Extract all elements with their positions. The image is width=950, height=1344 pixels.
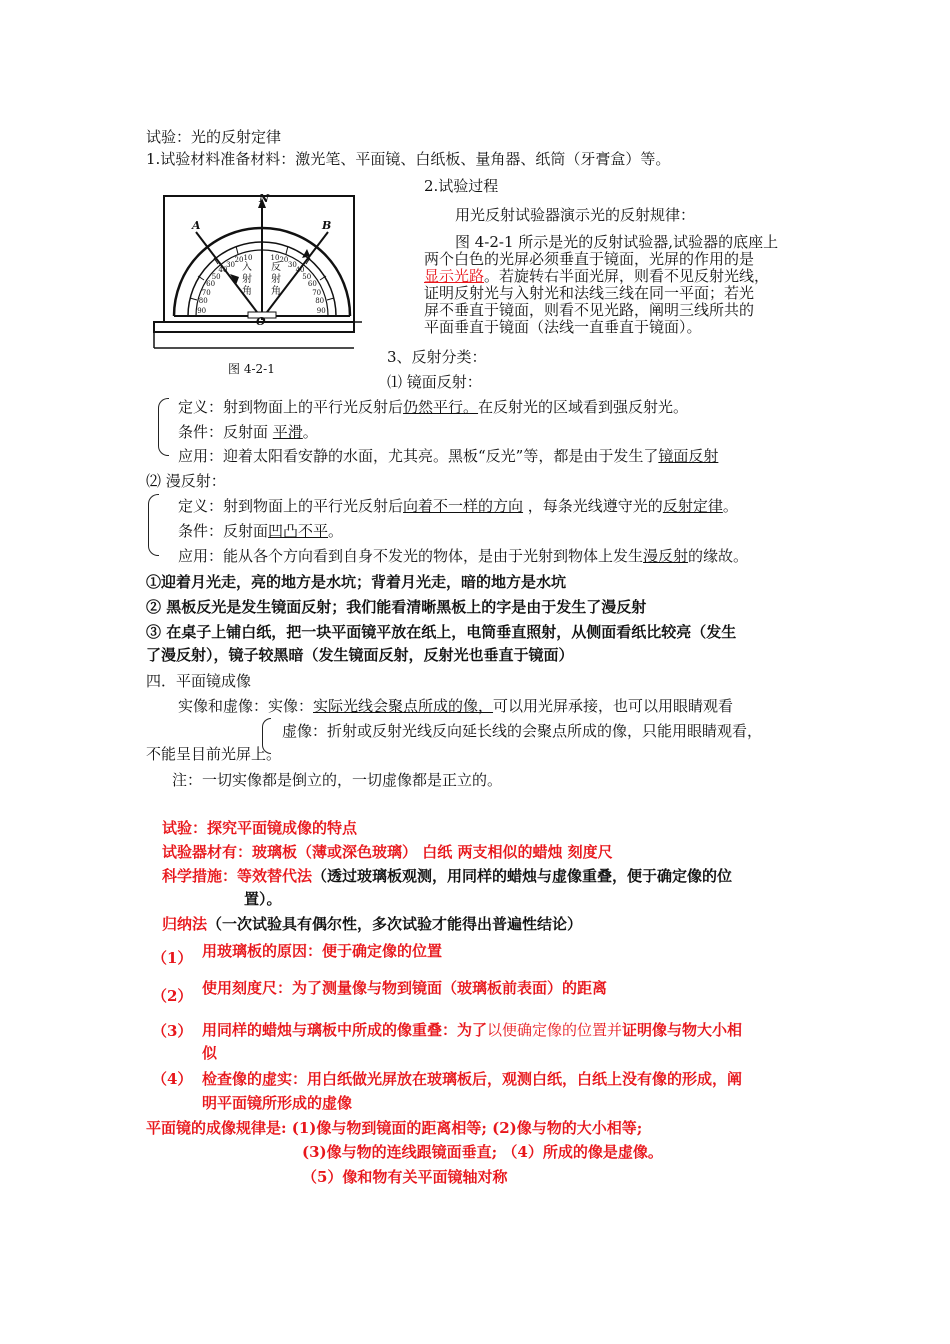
label-n: N — [259, 192, 270, 205]
scale-tick-label: 90 — [316, 306, 326, 315]
scale-tick-label: 20 — [279, 256, 289, 265]
experiment-title: 试验：光的反射定律 — [146, 128, 282, 146]
experiment2-induction: 归纳法（一次试验具有偶尔性，多次试验才能得出普遍性结论） — [162, 915, 583, 933]
diffuse-definition: 定义：射到物面上的平行光反射后向着不一样的方向 ，每条光线遵守光的反射定律。 — [178, 497, 738, 515]
item-4-num: （4） — [152, 1070, 193, 1088]
display-light-path-link[interactable]: 显示光路 — [424, 267, 485, 285]
mirror-condition: 条件：反射面 平滑。 — [178, 423, 318, 441]
process-para-l6: 平面垂直于镜面（法线一直垂直于镜面）。 — [424, 318, 702, 336]
process-line1: 用光反射试验器演示光的反射规律： — [455, 206, 696, 224]
image-note: 注：一切实像都是倒立的，一切虚像都是正立的。 — [172, 771, 503, 789]
virtual-image-line-2: 不能呈目前光屏上。 — [146, 745, 282, 763]
item-3-text-cont: 似 — [202, 1044, 218, 1062]
item-2-text: 使用刻度尺：为了测量像与物到镜面（玻璃板前表面）的距离 — [202, 979, 608, 997]
imaging-law-3: （5）像和物有关平面镜轴对称 — [302, 1168, 508, 1186]
experiment2-equipment: 试验器材有：玻璃板（薄或深色玻璃） 白纸 两支相似的蜡烛 刻度尺 — [162, 843, 613, 861]
fact-3: ③ 在桌子上铺白纸，把一块平面镜平放在纸上，电筒垂直照射，从侧面看纸比较亮（发生 — [146, 623, 737, 641]
item-3-num: （3） — [152, 1022, 193, 1040]
scale-tick-label: 50 — [211, 272, 221, 281]
scale-tick-label: 80 — [198, 297, 208, 306]
scale-tick-label: 30 — [287, 260, 297, 269]
process-para-l5: 屏不垂直于镜面，则看不见光路，阐明三线所共的 — [424, 301, 755, 319]
label-b: B — [322, 219, 332, 232]
scale-tick-label: 10 — [243, 253, 253, 262]
fact-2: ② 黑板反光是发生镜面反射；我们能看清晰黑板上的字是由于发生了漫反射 — [146, 598, 647, 616]
scale-tick-label: 70 — [312, 288, 322, 297]
scale-tick-label: 30 — [226, 260, 236, 269]
materials-line: 1.试验材料准备材料：激光笔、平面镜、白纸板、量角器、纸筒（牙膏盒）等。 — [146, 150, 671, 168]
process-heading: 2.试验过程 — [424, 177, 499, 195]
experiment2-title: 试验：探究平面镜成像的特点 — [162, 819, 358, 837]
item-4-text: 检查像的虚实：用白纸做光屏放在玻璃板后，观测白纸，白纸上没有像的形成，阐 — [202, 1070, 743, 1088]
incident-angle-label: 入射角 — [242, 262, 252, 297]
figure-caption: 图 4-2-1 — [228, 362, 275, 376]
fact-3-cont: 了漫反射），镜子较黑暗（发生镜面反射，反射光也垂直于镜面） — [146, 646, 574, 664]
virtual-image-line: 虚像：折射或反射光线反向延长线的会聚点所成的像，只能用眼睛观看， — [282, 722, 763, 740]
mirror-bracket — [158, 398, 169, 456]
scale-tick-label: 80 — [315, 297, 325, 306]
scale-tick-label: 70 — [201, 288, 211, 297]
mirror-application: 应用：迎着太阳看安静的水面，尤其亮。黑板“反光”等，都是由于发生了镜面反射 — [178, 447, 719, 465]
diffuse-condition: 条件：反射面凹凸不平。 — [178, 522, 344, 540]
item-4-text-cont: 明平面镜所形成的虚像 — [202, 1094, 353, 1112]
reflect-angle-label: 反射角 — [271, 262, 281, 297]
mirror-reflection-heading: ⑴ 镜面反射： — [387, 373, 482, 391]
item-1-num: （1） — [152, 949, 193, 967]
classification-heading: 3、反射分类： — [387, 348, 487, 366]
mirror-definition: 定义：射到物面上的平行光反射后仍然平行。在反射光的区域看到强反射光。 — [178, 398, 689, 416]
item-3-text: 用同样的蜡烛与璃板中所成的像重叠：为了以便确定像的位置并证明像与物大小相 — [202, 1021, 743, 1039]
scale-tick-label: 60 — [307, 280, 317, 289]
item-2-num: （2） — [152, 987, 193, 1005]
item-1-text: 用玻璃板的原因：便于确定像的位置 — [202, 942, 443, 960]
experiment2-method: 科学措施：等效替代法（透过玻璃板观测，用同样的蜡烛与虚像重叠，便于确定像的位 — [162, 867, 733, 885]
apparatus-diagram — [152, 192, 364, 352]
scale-tick-label: 90 — [197, 306, 207, 315]
imaging-law-1: 平面镜的成像规律是: (1)像与物到镜面的距离相等; (2)像与物的大小相等; — [146, 1119, 643, 1137]
scale-tick-label: 50 — [302, 272, 312, 281]
scale-tick-label: 40 — [218, 266, 228, 275]
diffuse-reflection-heading: ⑵ 漫反射： — [146, 472, 226, 490]
experiment2-method-cont: 置）。 — [244, 890, 282, 908]
process-para-l4: 证明反射光与入射光和法线三线在同一平面；若光 — [424, 284, 755, 302]
process-para-l2: 两个白色的光屏必须垂直于镜面，光屏的作用的是 — [424, 250, 755, 268]
scale-tick-label: 40 — [295, 266, 305, 275]
label-o: O — [256, 315, 266, 328]
diffuse-bracket — [148, 494, 159, 556]
real-image-line: 实像和虚像：实像：实际光线会聚点所成的像，可以用光屏承接，也可以用眼睛观看 — [178, 697, 734, 715]
scale-tick-label: 20 — [234, 256, 244, 265]
label-a: A — [192, 219, 201, 232]
plane-mirror-heading: 四．平面镜成像 — [146, 672, 252, 690]
reflection-apparatus-figure — [152, 192, 364, 352]
imaging-law-2: (3)像与物的连线跟镜面垂直; （4）所成的像是虚像。 — [302, 1143, 663, 1161]
scale-tick-label: 60 — [206, 280, 216, 289]
process-para-l1: 图 4-2-1 所示是光的反射试验器,试验器的底座上 — [455, 233, 779, 251]
process-para-l3: 显示光路。若旋转右半面光屏，则看不见反射光线， — [424, 267, 770, 285]
diffuse-application: 应用：能从各个方向看到自身不发光的物体，是由于光射到物体上发生漫反射的缘故。 — [178, 547, 749, 565]
fact-1: ①迎着月光走，亮的地方是水坑；背着月光走，暗的地方是水坑 — [146, 573, 567, 591]
scale-tick-label: 10 — [270, 253, 280, 262]
